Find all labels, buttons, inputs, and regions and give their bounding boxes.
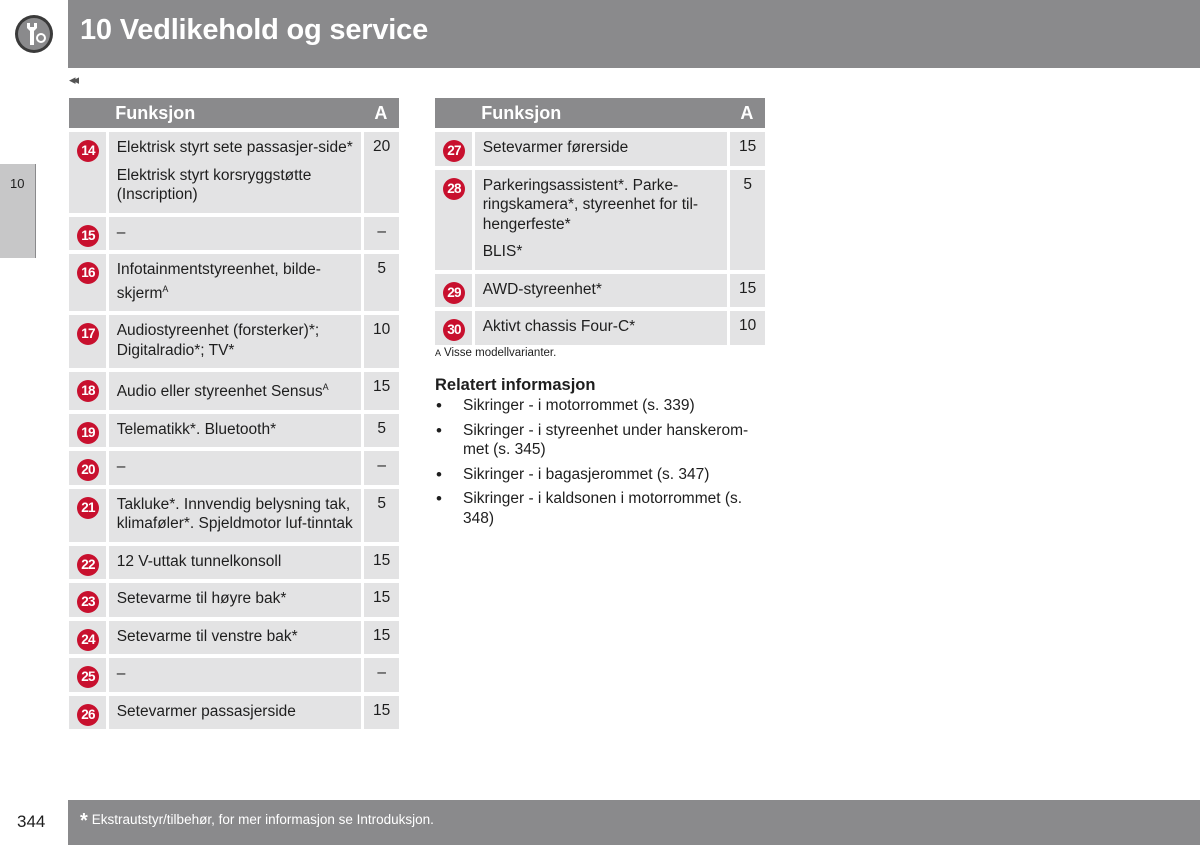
footer-note [80,810,434,833]
fuse-number-cell [69,252,107,313]
function-text [117,552,354,572]
fuse-table-left [69,98,399,729]
footnote-text: Visse modellvarianter. [444,347,557,359]
table-header-row [435,98,765,130]
fuse-number-badge: 29 [443,282,465,304]
function-line: Parkeringsassistent*. Parke-ringskamera*, styreenhet for til-hengerfeste* [482,176,699,233]
footnote-mark: A [435,348,442,358]
table-row [69,694,399,730]
fuse-function-cell [107,544,363,582]
table-row [69,619,399,657]
fuse-number-cell [69,130,107,215]
function-text [117,166,354,205]
fuse-ampere-cell: 5 [729,168,765,272]
function-line: Audio eller styreenhet Sensus [116,383,323,401]
function-text [483,280,720,300]
header-icon-box [0,0,68,68]
fuse-number-cell [435,309,473,345]
fuse-function-cell [473,272,729,310]
function-text [117,420,354,440]
related-link[interactable]: • Sikringer - i bagasjerommet (s. 347) [435,465,765,485]
function-text [117,589,354,609]
function-line: – [116,223,126,241]
table-row [69,130,399,215]
table-row [69,449,399,487]
fuse-function-cell [107,313,363,370]
function-line: Setevarmer passasjerside [116,702,296,720]
function-text [117,378,354,402]
fuse-number-cell [69,544,107,582]
table-row [69,544,399,582]
table-row [69,313,399,370]
chapter-tab-label: 10 [10,176,25,191]
back-arrows-icon[interactable]: ◂◂ [69,72,77,87]
fuse-number-badge: 20 [77,459,99,481]
fuse-function-cell [107,449,363,487]
function-line: Setevarme til høyre bak* [116,590,287,608]
table-row [435,130,765,168]
wrench-gear-icon [14,14,54,54]
function-text [117,457,354,477]
related-list [435,396,765,533]
function-line: Takluke*. Innvendig belysning tak, klimaføler*. Spjeldmotor luf-tinntak [116,495,353,533]
fuse-ampere-cell: 10 [363,313,399,370]
function-text [483,176,720,235]
fuse-ampere-cell: – [363,656,399,694]
function-text [483,138,720,158]
page-number: 344 [17,812,46,831]
related-link[interactable]: • Sikringer - i motorrommet (s. 339) [435,396,765,416]
fuse-number-badge: 19 [77,422,99,444]
table-row [69,370,399,412]
page-title: 10 Vedlikehold og service [80,14,428,46]
function-line: Setevarme til venstre bak* [116,627,298,645]
fuse-ampere-cell: 15 [729,272,765,310]
num-column-header [69,98,107,130]
table-row [69,252,399,313]
fuse-number-cell [69,694,107,730]
function-text [117,702,354,722]
table-row [69,656,399,694]
num-column-header [435,98,473,130]
table-row [69,412,399,450]
function-line: 12 V-uttak tunnelkonsoll [116,552,282,570]
fuse-number-badge: 14 [77,140,99,162]
fuse-number-badge: 30 [443,319,465,341]
fuse-number-badge: 28 [443,178,465,200]
function-line: Infotainmentstyreenhet, bilde-skjerm [116,261,321,302]
fuse-function-cell [107,252,363,313]
fuse-ampere-cell: 5 [363,252,399,313]
fuse-function-cell [107,694,363,730]
function-line: Elektrisk styrt sete passasjer-side* [116,139,353,156]
table-row [69,487,399,544]
function-text [117,627,354,647]
fuse-number-badge: 27 [443,140,465,162]
footer-star: * [80,810,88,832]
fuse-function-cell [107,215,363,253]
fuse-number-badge: 25 [77,666,99,688]
table-row [435,168,765,272]
fuse-number-cell [69,656,107,694]
table-header-row [69,98,399,130]
function-text [483,242,720,262]
fuse-ampere-cell: 15 [729,130,765,168]
fuse-function-cell [107,370,363,412]
function-text [117,260,354,303]
amp-column-header: A [363,98,399,130]
fuse-function-cell [107,412,363,450]
table-row [69,581,399,619]
function-text [117,495,354,534]
function-text [117,223,354,243]
fuse-number-cell [69,370,107,412]
related-link[interactable]: • Sikringer - i styreenhet under hanskerom-met (s. 345) [435,421,765,460]
function-text [117,138,354,158]
fuse-function-cell [107,619,363,657]
fuse-number-cell [69,313,107,370]
table-row [435,309,765,345]
footnote-ref: A [322,382,329,393]
fuse-ampere-cell: 15 [363,581,399,619]
function-line: Audiostyreenhet (forsterker)*; Digitalradio*; TV* [116,322,320,359]
fuse-ampere-cell: 10 [729,309,765,345]
function-line: AWD-styreenhet* [482,280,602,298]
fuse-number-cell [69,215,107,253]
fuse-number-cell [69,581,107,619]
function-column-header: Funksjon [107,98,363,130]
fuse-number-badge: 24 [77,629,99,651]
fuse-function-cell [473,130,729,168]
fuse-function-cell [473,309,729,345]
fuse-number-badge: 22 [77,554,99,576]
fuse-number-cell [69,619,107,657]
fuse-number-cell [69,412,107,450]
fuse-number-cell [69,487,107,544]
function-column-header: Funksjon [473,98,729,130]
function-line: Elektrisk styrt korsryggstøtte (Inscription) [116,166,312,203]
fuse-number-badge: 26 [77,704,99,726]
fuse-function-cell [107,656,363,694]
function-line: Telematikk*. Bluetooth* [116,420,277,438]
function-text [117,664,354,684]
function-line: – [116,665,126,683]
function-text [117,321,354,360]
table-row [435,272,765,310]
function-line: BLIS* [482,243,523,260]
fuse-number-cell [435,130,473,168]
fuse-function-cell [107,487,363,544]
fuse-number-badge: 21 [77,497,99,519]
fuse-number-badge: 23 [77,591,99,613]
fuse-ampere-cell: 15 [363,544,399,582]
related-link[interactable]: • Sikringer - i kaldsonen i motorrommet (s. 348) [435,489,765,528]
fuse-ampere-cell: 5 [363,487,399,544]
function-text [483,317,720,337]
table-footnote [435,347,556,359]
fuse-ampere-cell: 15 [363,694,399,730]
fuse-number-badge: 17 [77,323,99,345]
function-line: Aktivt chassis Four-C* [482,318,636,335]
fuse-ampere-cell: 15 [363,370,399,412]
related-heading: Relatert informasjon [435,376,596,394]
fuse-table-right [435,98,765,345]
table-row [69,215,399,253]
function-line: Setevarmer førerside [482,139,629,156]
fuse-number-badge: 15 [77,225,99,247]
function-line: – [116,458,126,476]
fuse-number-badge: 18 [77,380,99,402]
fuse-ampere-cell: 20 [363,130,399,215]
fuse-function-cell [473,168,729,272]
fuse-ampere-cell: 15 [363,619,399,657]
fuse-ampere-cell: – [363,215,399,253]
fuse-ampere-cell: – [363,449,399,487]
fuse-function-cell [107,130,363,215]
fuse-ampere-cell: 5 [363,412,399,450]
fuse-number-cell [435,168,473,272]
footnote-ref: A [162,283,169,294]
fuse-number-badge: 16 [77,262,99,284]
fuse-number-cell [69,449,107,487]
fuse-number-cell [435,272,473,310]
footer-note-text: Ekstrautstyr/tilbehør, for mer informasjon se Introduksjon. [91,812,434,827]
fuse-function-cell [107,581,363,619]
amp-column-header: A [729,98,765,130]
